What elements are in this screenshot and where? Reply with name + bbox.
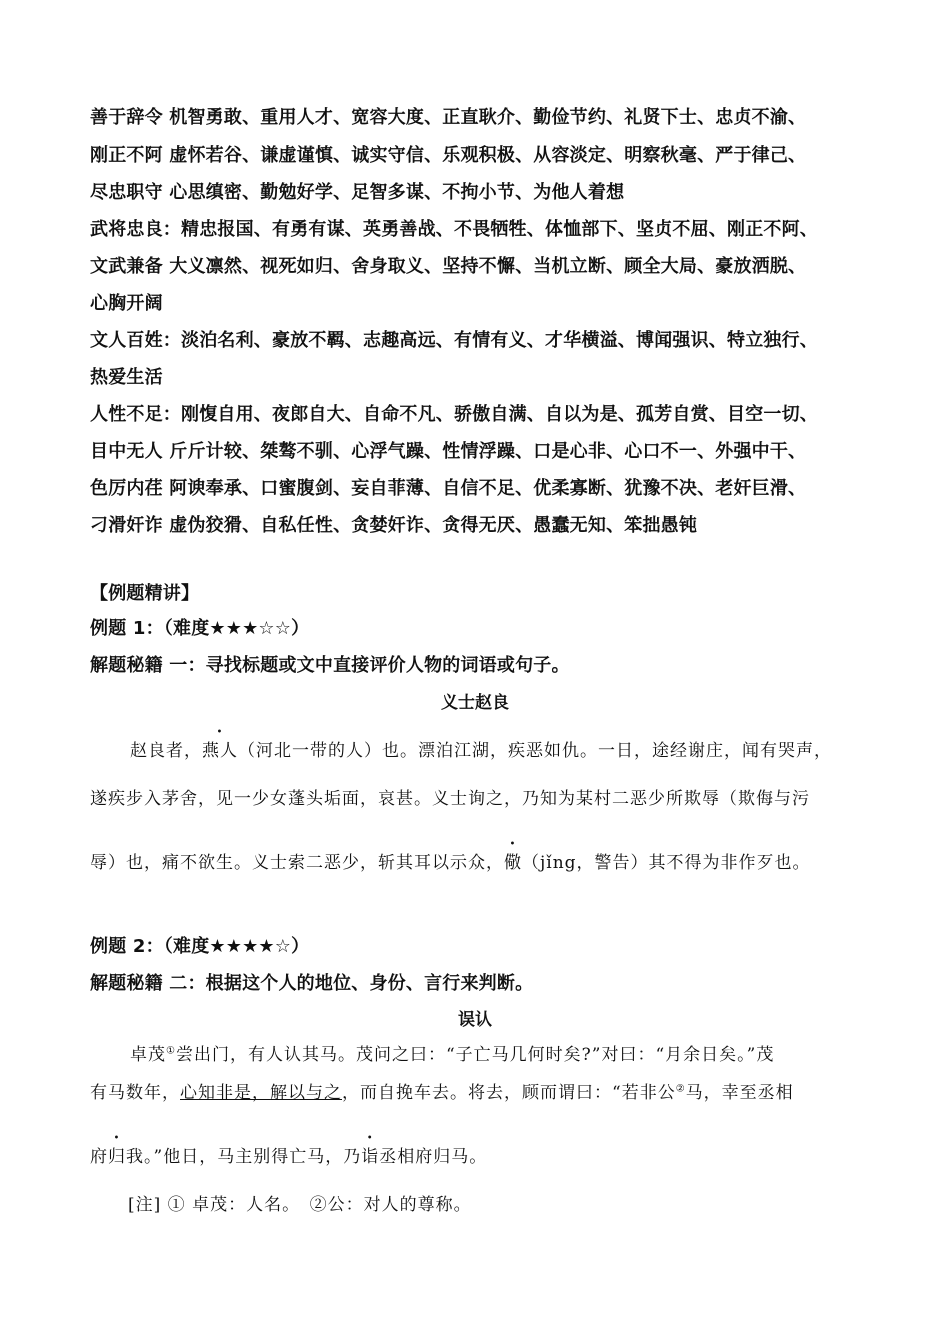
vocab-line: 善于辞令 机智勇敢、重用人才、宽容大度、正直耿介、勤俭节约、礼贤下士、忠贞不渝、 (90, 107, 807, 128)
footnote-mark: ① (166, 1045, 176, 1057)
text-run: 尝出门，有人认其马。茂问之曰：“子亡马几何时矣?”对曰：“月余日矣。”茂 (175, 1045, 775, 1065)
example-2-paragraph-line (130, 1040, 774, 1065)
text-run: 有马数年， (90, 1083, 180, 1103)
text-run: 赵良者， (130, 741, 202, 761)
dotted-text: 诣 (361, 1147, 380, 1167)
text-run: 我。”他日，马主别得亡马，乃 (126, 1147, 362, 1167)
text-run: （jǐng，警告）其不得为非作歹也。 (522, 853, 811, 873)
section-heading: 【例题精讲】 (90, 583, 200, 604)
vocab-line: 目中无人 斤斤计较、桀骜不驯、心浮气躁、性情浮躁、口是心非、心口不一、外强中干、 (90, 441, 807, 462)
example-2-paragraph-line (90, 1142, 487, 1167)
vocab-line: 武将忠良：精忠报国、有勇有谋、英勇善战、不畏牺牲、体恤部下、坚贞不屈、刚正不阿、 (90, 219, 818, 240)
example-2-tip: 解题秘籍 二：根据这个人的地位、身份、言行来判断。 (90, 973, 534, 994)
example-1-paragraph-line (90, 848, 811, 873)
vocab-line: 色厉内荏 阿谀奉承、口蜜腹剑、妄自菲薄、自信不足、优柔寡断、犹豫不决、老奸巨滑、 (90, 478, 807, 499)
example-1-tip: 解题秘籍 一：寻找标题或文中直接评价人物的词语或句子。 (90, 655, 570, 676)
text-run: 马，幸至丞相 (685, 1083, 794, 1103)
example-1-title: 义士赵良 (441, 693, 509, 713)
vocab-line: 心胸开阔 (90, 293, 163, 314)
vocab-line: 刚正不阿 虚怀若谷、谦虚谨慎、诚实守信、乐观积极、从容淡定、明察秋毫、严于律己、 (90, 145, 807, 166)
dotted-text: 儆 (504, 853, 522, 873)
vocab-line: 文人百姓：淡泊名利、豪放不羁、志趣高远、有情有义、才华横溢、博闻强识、特立独行、 (90, 330, 818, 351)
text-run: 府 (90, 1147, 108, 1167)
example-1-paragraph-line: 遂疾步入茅舍，见一少女蓬头垢面，哀甚。义士询之，乃知为某村二恶少所欺辱（欺侮与污 (90, 789, 810, 809)
vocab-line: 尽忠职守 心思缜密、勤勉好学、足智多谋、不拘小节、为他人着想 (90, 182, 625, 203)
vocab-line: 人性不足：刚愎自用、夜郎自大、自命不凡、骄傲自满、自以为是、孤芳自赏、目空一切、 (90, 404, 818, 425)
text-run: （河北一带的人）也。漂泊江湖，疾恶如仇。一日，途经谢庄，闻有哭声， (238, 741, 832, 761)
text-run: 卓茂 (130, 1045, 166, 1065)
text-run: ，而自挽车去。将去，顾而谓曰：“若非公 (342, 1083, 676, 1103)
text-run: 辱）也，痛不欲生。义士索二恶少，斩其耳以示众， (90, 853, 504, 873)
example-2-note: [注] ① 卓茂：人名。 ②公：对人的尊称。 (128, 1195, 472, 1215)
vocab-line: 热爱生活 (90, 367, 163, 388)
vocab-line: 刁滑奸诈 虚伪狡猾、自私任性、贪婪奸诈、贪得无厌、愚蠢无知、笨拙愚钝 (90, 515, 698, 536)
example-2-paragraph-line (90, 1078, 794, 1103)
example-2-label: 例题 2：（难度★★★★☆） (90, 936, 310, 957)
underlined-text: 心知非是，解以与之 (180, 1083, 342, 1103)
dotted-text: 燕人 (202, 741, 238, 761)
footnote-mark: ② (675, 1083, 686, 1095)
dotted-text: 归 (108, 1147, 126, 1167)
text-run: 丞相府归马。 (379, 1147, 488, 1167)
vocab-line: 文武兼备 大义凛然、视死如归、舍身取义、坚持不懈、当机立断、顾全大局、豪放洒脱、 (90, 256, 807, 277)
example-2-title: 误认 (458, 1010, 492, 1030)
example-1-label: 例题 1：（难度★★★☆☆） (90, 618, 310, 639)
example-1-paragraph-line (130, 736, 832, 761)
